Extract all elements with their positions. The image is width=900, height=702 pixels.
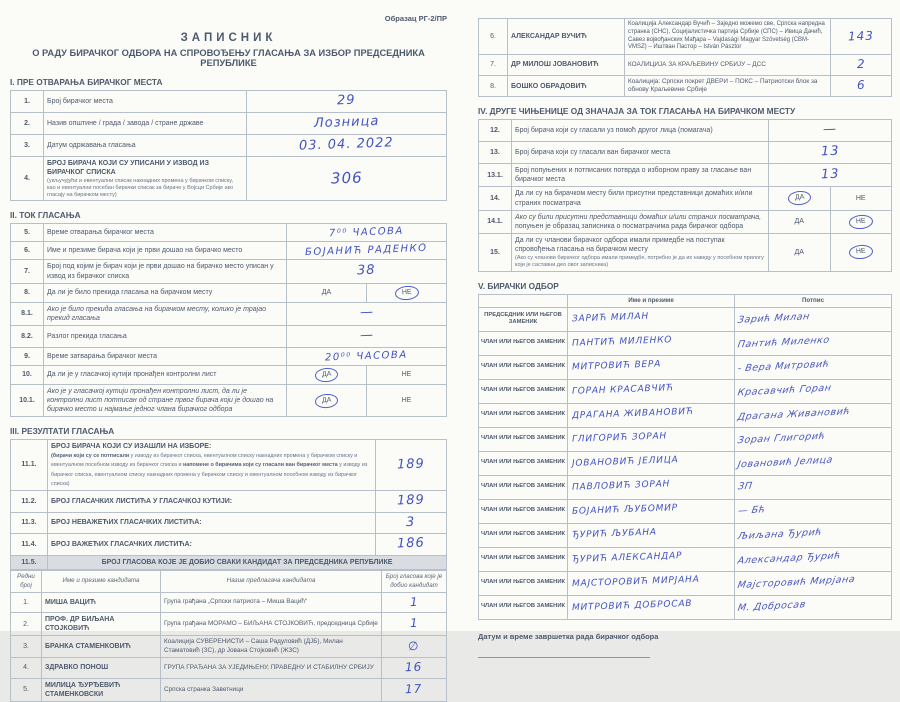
handwritten-name: ДРАГАНА ЖИВАНОВИЋ xyxy=(571,407,694,422)
member-name-cell xyxy=(568,571,735,595)
row-label xyxy=(48,440,376,490)
row-note-bold: напомене о бирачима који су гласали ван бирачког места xyxy=(183,462,338,469)
handwritten-votes: 143 xyxy=(847,28,875,44)
member-role: ЧЛАН ИЛИ ЊЕГОВ ЗАМЕНИК xyxy=(479,475,568,499)
board-member-row xyxy=(479,523,892,547)
candidate-ordinal: 2. xyxy=(11,613,42,636)
form-subtitle: О РАДУ БИРАЧКОГ ОДБОРА НА СПРОВОЂЕЊУ ГЛАСАЊА ЗА ИЗБОР ПРЕДСЕДНИКА РЕПУБЛИКЕ xyxy=(32,48,425,68)
row-label-italic: Ако су били присутни представници домаћих и/или страних посматрача, xyxy=(515,213,762,221)
row-value-cell xyxy=(376,534,447,556)
board-member-row xyxy=(479,595,892,619)
no-option-cell xyxy=(830,233,892,271)
left-page-column xyxy=(10,0,447,702)
member-role: ЧЛАН ИЛИ ЊЕГОВ ЗАМЕНИК xyxy=(479,331,568,355)
candidate-votes-cell xyxy=(382,636,447,658)
candidate-row xyxy=(11,636,447,658)
member-signature-cell xyxy=(735,547,892,571)
row-number: 6. xyxy=(11,242,44,260)
form-title: ЗАПИСНИК xyxy=(180,32,277,44)
row-value-cell xyxy=(287,242,447,260)
member-signature-cell xyxy=(735,379,892,403)
row-value-cell xyxy=(247,91,447,113)
signature: Мајсторовић Мирјана xyxy=(736,574,857,592)
row-number: 7. xyxy=(11,260,44,283)
table-row xyxy=(11,283,447,302)
row-number: 2. xyxy=(11,112,44,134)
candidate-ordinal: 5. xyxy=(11,678,42,701)
closing-datetime-label: Датум и време завршетка рада бирачког одбора xyxy=(478,631,659,641)
signature: Јовановић Јелица xyxy=(736,454,834,471)
table-row xyxy=(479,210,892,233)
row-value-cell xyxy=(287,325,447,347)
row-label: Број бирача који су гласали ван бирачког места xyxy=(512,142,769,164)
table-row xyxy=(11,325,447,347)
row-number: 5. xyxy=(11,224,44,242)
row-value-cell xyxy=(247,112,447,134)
row-number: 14.1. xyxy=(479,210,512,233)
no-option-circled: НЕ xyxy=(394,285,419,301)
member-signature-cell xyxy=(735,307,892,331)
member-role: ЧЛАН ИЛИ ЊЕГОВ ЗАМЕНИК xyxy=(479,595,568,619)
row-note-bold: (бирачи који су се потписали xyxy=(51,453,130,460)
signature: Драгана Живановић xyxy=(736,406,851,423)
table-row xyxy=(11,156,447,201)
yes-option: ДА xyxy=(794,248,804,256)
row-label: БРОЈ НЕВАЖЕЋИХ ГЛАСАЧКИХ ЛИСТИЋА: xyxy=(48,512,376,534)
votes-header-label: БРОЈ ГЛАСОВА КОЈЕ ЈЕ ДОБИО СВАКИ КАНДИДАТ ЗА ПРЕДСЕДНИКА РЕПУБЛИКЕ xyxy=(48,556,447,570)
row-label: Да ли је било прекида гласања на бирачком месту xyxy=(44,283,287,302)
signature: - Вера Митровић xyxy=(736,358,831,375)
candidate-name: АЛЕКСАНДАР ВУЧИЋ xyxy=(508,19,625,55)
member-signature-cell xyxy=(735,451,892,475)
signature: Зарић Милан xyxy=(736,311,811,326)
table-row xyxy=(479,187,892,210)
candidate-name: ЗДРАВКО ПОНОШ xyxy=(42,658,161,679)
section-2-table xyxy=(10,223,447,417)
board-member-row xyxy=(479,355,892,379)
candidate-ordinal: 6. xyxy=(479,19,508,55)
handwritten-votes: 16 xyxy=(405,659,423,675)
row-value-cell xyxy=(247,134,447,156)
handwritten-votes: 6 xyxy=(856,78,866,93)
member-signature-cell xyxy=(735,331,892,355)
row-number: 14. xyxy=(479,187,512,210)
row-label: Време отварања бирачког места xyxy=(44,224,287,242)
table-row xyxy=(11,365,447,384)
board-member-row xyxy=(479,331,892,355)
row-label: Да ли је у гласачкој кутији пронађен контролни лист xyxy=(44,365,287,384)
handwritten-votes: 2 xyxy=(856,57,866,72)
member-name-cell xyxy=(568,595,735,619)
candidate-ordinal: 7. xyxy=(479,55,508,76)
member-role: ЧЛАН ИЛИ ЊЕГОВ ЗАМЕНИК xyxy=(479,427,568,451)
handwritten-name: МИТРОВИЋ ДОБРОСАВ xyxy=(571,599,693,614)
member-signature-cell xyxy=(735,523,892,547)
member-name-cell xyxy=(568,499,735,523)
signature: М. Добросав xyxy=(736,599,807,614)
yes-option-circled: ДА xyxy=(314,393,339,409)
handwritten-dash: — xyxy=(359,305,374,321)
candidate-name: БРАНКА СТАМЕНКОВИЋ xyxy=(42,636,161,658)
candidates-table-left xyxy=(10,570,447,701)
col-header-votes: Број гласова које је добио кандидат xyxy=(382,571,447,592)
candidate-proposer: Група грађана МОРАМО – БИЉАНА СТОЈКОВИЋ, председница Србије xyxy=(161,613,382,636)
handwritten-votes: ∅ xyxy=(407,638,420,654)
yes-option-circled: ДА xyxy=(314,367,339,383)
board-member-row xyxy=(479,475,892,499)
no-option-cell xyxy=(367,384,447,416)
handwritten-value: 03. 04. 2022 xyxy=(298,135,395,154)
candidate-ordinal: 1. xyxy=(11,592,42,613)
candidate-votes-cell xyxy=(382,592,447,613)
row-number: 13. xyxy=(479,142,512,164)
handwritten-value: 306 xyxy=(330,168,363,188)
no-option-circled: НЕ xyxy=(848,244,873,260)
candidate-row xyxy=(479,55,892,76)
no-option-cell xyxy=(367,365,447,384)
row-label: Разлог прекида гласања xyxy=(44,325,287,347)
table-row xyxy=(11,112,447,134)
row-label: Име и презиме бирача који је први дошао на бирачко место xyxy=(44,242,287,260)
row-number: 11.2. xyxy=(11,490,48,512)
signature: Пантић Миленко xyxy=(736,334,831,351)
candidate-row xyxy=(11,678,447,701)
candidates-table-right xyxy=(478,18,892,97)
no-option: НЕ xyxy=(401,397,412,405)
candidate-row xyxy=(11,613,447,636)
section-3-heading: III. РЕЗУЛТАТИ ГЛАСАЊА xyxy=(10,426,115,437)
row-label xyxy=(512,210,769,233)
candidate-votes-cell xyxy=(831,75,892,97)
section-2-heading: II. ТОК ГЛАСАЊА xyxy=(10,210,81,221)
row-number: 9. xyxy=(11,347,44,365)
row-value-cell xyxy=(247,156,447,201)
section-4-table xyxy=(478,119,892,271)
candidate-row xyxy=(479,19,892,55)
handwritten-value: 38 xyxy=(356,262,376,279)
section-1-heading: I. ПРЕ ОТВАРАЊА БИРАЧКОГ МЕСТА xyxy=(10,77,163,87)
member-name-cell xyxy=(568,379,735,403)
yes-option-cell xyxy=(287,365,367,384)
section-5-heading: V. БИРАЧКИ ОДБОР xyxy=(478,280,559,291)
member-role: ЧЛАН ИЛИ ЊЕГОВ ЗАМЕНИК xyxy=(479,451,568,475)
handwritten-value: 7⁰⁰ ЧАСОВА xyxy=(328,226,405,240)
row-value-cell xyxy=(287,347,447,365)
handwritten-name: ЂУРИЋ АЛЕКСАНДАР xyxy=(571,551,683,566)
row-label-note: (Ако су чланови бирачког одбора имали примедбе, потребно је да их наведу у посебном прилогу који је саставни део овог записника) xyxy=(515,254,764,268)
row-label: Назив општине / града / завода / стране државе xyxy=(44,112,247,134)
row-number: 8.1. xyxy=(11,302,44,325)
member-signature-cell xyxy=(735,499,892,523)
row-number: 10. xyxy=(11,365,44,384)
member-name-cell xyxy=(568,307,735,331)
section-4-heading: IV. ДРУГЕ ЧИЊЕНИЦЕ ОД ЗНАЧАЈА ЗА ТОК ГЛАСАЊА НА БИРАЧКОМ МЕСТУ xyxy=(478,106,796,117)
handwritten-dash: — xyxy=(822,122,838,138)
yes-option-circled: ДА xyxy=(787,190,812,206)
row-number: 10.1. xyxy=(11,384,44,416)
board-member-row xyxy=(479,547,892,571)
row-label-main: БРОЈ БИРАЧА КОЈИ СУ УПИСАНИ У ИЗВОД ИЗ БИРАЧКОГ СПИСКА xyxy=(47,159,209,176)
row-value-cell xyxy=(769,164,892,187)
handwritten-value: БОЈАНИЋ РАДЕНКО xyxy=(305,243,428,259)
candidate-proposer: Група грађана „Српски патриота – Миша Вацић“ xyxy=(161,592,382,613)
handwritten-name: ПАВЛОВИЋ ЗОРАН xyxy=(571,479,671,494)
row-label: Број под којим је бирач који је први дошао на бирачко место уписан у извод из бирачког списка xyxy=(44,260,287,283)
candidate-ordinal: 4. xyxy=(11,658,42,679)
table-row xyxy=(11,260,447,283)
table-row xyxy=(479,142,892,164)
board-members-table xyxy=(478,294,892,620)
candidate-name: МИША ВАЦИЋ xyxy=(42,592,161,613)
section-1-table xyxy=(10,90,447,201)
row-value-cell xyxy=(287,224,447,242)
handwritten-name: ЗАРИЋ МИЛАН xyxy=(571,312,650,325)
handwritten-value: 13 xyxy=(820,144,840,160)
board-header-row xyxy=(479,294,892,307)
candidate-proposer: Коалиција Александар Вучић – Заједно можемо све, Српска напредна странка (СНС), Социјалистичка партија Србије (СПС) – Ивица Дачић, Савез војвођанских Мађара – Vajdasági Magyar Szövetség (СВМ-VMSZ) – Иштван Пастор – István Pásztor xyxy=(625,19,831,55)
yes-option-cell xyxy=(287,384,367,416)
table-row xyxy=(11,384,447,416)
member-signature-cell xyxy=(735,475,892,499)
row-label: БРОЈ ВАЖЕЋИХ ГЛАСАЧКИХ ЛИСТИЋА: xyxy=(48,534,376,556)
member-name-cell xyxy=(568,451,735,475)
member-signature-cell xyxy=(735,427,892,451)
handwritten-name: БОЈАНИЋ ЉУБОМИР xyxy=(571,503,679,518)
board-member-row xyxy=(479,451,892,475)
candidate-ordinal: 3. xyxy=(11,636,42,658)
member-role: ЧЛАН ИЛИ ЊЕГОВ ЗАМЕНИК xyxy=(479,379,568,403)
section-3-table xyxy=(10,439,447,570)
member-name-cell xyxy=(568,547,735,571)
candidate-name: БОШКО ОБРАДОВИЋ xyxy=(508,75,625,97)
handwritten-name: ПАНТИЋ МИЛЕНКО xyxy=(571,335,673,350)
row-label-rest: попуњен је образац записника о посматрачима рада бирачког одбора xyxy=(515,222,744,230)
table-row xyxy=(11,224,447,242)
candidate-ordinal: 8. xyxy=(479,75,508,97)
candidate-name: ПРОФ. ДР БИЉАНА СТОЈКОВИЋ xyxy=(42,613,161,636)
candidate-votes-cell xyxy=(382,658,447,679)
no-option: НЕ xyxy=(855,194,866,202)
no-option-cell xyxy=(830,187,892,210)
member-role: ЧЛАН ИЛИ ЊЕГОВ ЗАМЕНИК xyxy=(479,523,568,547)
member-role: ЧЛАН ИЛИ ЊЕГОВ ЗАМЕНИК xyxy=(479,547,568,571)
table-row xyxy=(11,490,447,512)
board-member-row xyxy=(479,307,892,331)
row-number: 11.4. xyxy=(11,534,48,556)
handwritten-votes: 1 xyxy=(409,594,419,609)
yes-option-cell xyxy=(287,283,367,302)
candidate-votes-cell xyxy=(831,19,892,55)
row-label-main: Да ли су чланови бирачког одбора имали примедбе на поступак спровођења гласања на бирачком месту xyxy=(515,236,725,253)
table-row xyxy=(11,242,447,260)
candidates-header-row xyxy=(11,571,447,592)
candidate-proposer: КОАЛИЦИЈА ЗА КРАЉЕВИНУ СРБИЈУ – ДСС xyxy=(625,55,831,76)
row-number: 1. xyxy=(11,91,44,113)
row-label: Ако је било прекида гласања на бирачком месту, колико је трајао прекид гласања xyxy=(44,302,287,325)
handwritten-name: ЈОВАНОВИЋ ЈЕЛИЦА xyxy=(571,455,679,470)
row-note: у изводу из бирачког списка, евентуалном списку накнадних промена у бирачком списку и евентуалном посебном изводу из бирачког списка) xyxy=(51,462,368,487)
handwritten-name: МАЈСТОРОВИЋ МИРЈАНА xyxy=(571,575,700,590)
row-number: 8.2. xyxy=(11,325,44,347)
table-row xyxy=(11,302,447,325)
handwritten-name: ГОРАН КРАСАВЧИЋ xyxy=(571,383,675,398)
table-row xyxy=(11,134,447,156)
row-number: 11.5. xyxy=(11,556,48,570)
handwritten-value: 189 xyxy=(396,492,426,509)
no-option-cell xyxy=(367,283,447,302)
row-value-cell xyxy=(376,512,447,534)
candidate-votes-cell xyxy=(382,678,447,701)
row-value-cell xyxy=(287,260,447,283)
table-row xyxy=(11,347,447,365)
handwritten-value: 20⁰⁰ ЧАСОВА xyxy=(324,349,408,364)
signature-col-header: Потпис xyxy=(735,294,892,307)
member-role: ЧЛАН ИЛИ ЊЕГОВ ЗАМЕНИК xyxy=(479,355,568,379)
member-name-cell xyxy=(568,427,735,451)
signature: — Бћ xyxy=(737,504,767,517)
col-header-candidate: Име и презиме кандидата xyxy=(42,571,161,592)
votes-header-row xyxy=(11,556,447,570)
row-value-cell xyxy=(769,120,892,142)
row-number: 11.3. xyxy=(11,512,48,534)
col-header-proposer: Назив предлагача кандидата xyxy=(161,571,382,592)
no-option-circled: НЕ xyxy=(848,214,873,230)
row-label: Ако је у гласачкој кутији пронађен контролни лист, да ли је контролни лист потписан од стране првог бирача који је дошао на бирачко место и најмање једног члана бирачког одбора xyxy=(44,384,287,416)
role-col-header xyxy=(479,294,568,307)
signature: Красавчић Горан xyxy=(736,382,833,399)
row-label: Број попуњених и потписаних потврда о изборном праву за гласање ван бирачког места xyxy=(512,164,769,187)
row-label xyxy=(512,233,769,271)
member-signature-cell xyxy=(735,595,892,619)
row-number: 4. xyxy=(11,156,44,201)
no-option-cell xyxy=(830,210,892,233)
candidate-row xyxy=(11,592,447,613)
handwritten-name: ЂУРИЋ ЉУБАНА xyxy=(571,527,657,541)
member-name-cell xyxy=(568,475,735,499)
candidate-proposer: Коалиција СУВЕРЕНИСТИ – Саша Радуловић (ДЈБ), Милан Стаматовић (ЗС), др Јована Стојковић (ЖЗС) xyxy=(161,636,382,658)
table-row xyxy=(11,534,447,556)
row-label-note: (укључујући и евентуални списак накнадних промена у бирачком списку, као и евентуални посебан бирачки списак за бираче у Војсци Србије ако гласају на бирачком месту) xyxy=(47,177,234,198)
row-value-cell xyxy=(769,142,892,164)
candidate-votes-cell xyxy=(382,613,447,636)
board-member-row xyxy=(479,571,892,595)
table-row xyxy=(479,164,892,187)
signature: Зоран Глигорић xyxy=(736,430,827,447)
candidate-proposer: Српска странка Заветници xyxy=(161,678,382,701)
member-name-cell xyxy=(568,355,735,379)
right-page-column xyxy=(478,0,892,658)
member-signature-cell xyxy=(735,403,892,427)
yes-option-cell xyxy=(769,187,831,210)
candidate-proposer: ГРУПА ГРАЂАНА ЗА УЈЕДИЊЕНУ, ПРАВЕДНУ И СТАБИЛНУ СРБИЈУ xyxy=(161,658,382,679)
signature: Александар Ђурић xyxy=(736,550,842,567)
candidate-row xyxy=(11,658,447,679)
name-col-header: Име и презиме xyxy=(568,294,735,307)
handwritten-dash: — xyxy=(359,327,374,344)
member-name-cell xyxy=(568,403,735,427)
row-label: Време затварања бирачког места xyxy=(44,347,287,365)
row-label-main: БРОЈ БИРАЧА КОЈИ СУ ИЗАШЛИ НА ИЗБОРЕ: xyxy=(51,443,212,451)
handwritten-value: 13 xyxy=(820,166,840,183)
handwritten-value: Лозница xyxy=(313,113,380,132)
col-header-ordinal: Редни број xyxy=(11,571,42,592)
yes-option: ДА xyxy=(321,289,332,297)
yes-option-cell xyxy=(769,210,831,233)
table-row xyxy=(11,512,447,534)
board-member-row xyxy=(479,499,892,523)
member-role: ЧЛАН ИЛИ ЊЕГОВ ЗАМЕНИК xyxy=(479,403,568,427)
row-label: Број бирачког места xyxy=(44,91,247,113)
row-value-cell xyxy=(376,440,447,490)
row-number: 11.1. xyxy=(11,440,48,490)
closing-datetime-blank-line xyxy=(478,641,650,658)
handwritten-value: 186 xyxy=(396,535,426,552)
row-number: 13.1. xyxy=(479,164,512,187)
no-option: НЕ xyxy=(401,371,412,379)
candidate-proposer: Коалиција: Српски покрет ДВЕРИ – ПОКС – Патриотски блок за обнову Краљевине Србије xyxy=(625,75,831,97)
table-row xyxy=(479,233,892,271)
row-label: Број бирача који су гласали уз помоћ другог лица (помагача) xyxy=(512,120,769,142)
row-value-cell xyxy=(287,302,447,325)
row-number: 12. xyxy=(479,120,512,142)
row-note: у изводу из бирачког списка, евентуалном списку накнадних промена у бирачком списку и евентуалном посебном изводу из бирачког списка и xyxy=(51,453,358,469)
handwritten-value: 3 xyxy=(406,514,416,530)
row-number: 8. xyxy=(11,283,44,302)
member-name-cell xyxy=(568,331,735,355)
member-role: ПРЕДСЕДНИК ИЛИ ЊЕГОВ ЗАМЕНИК xyxy=(479,307,568,331)
handwritten-votes: 1 xyxy=(409,616,419,631)
row-label: Датум одржавања гласања xyxy=(44,134,247,156)
member-role: ЧЛАН ИЛИ ЊЕГОВ ЗАМЕНИК xyxy=(479,571,568,595)
board-member-row xyxy=(479,379,892,403)
table-row xyxy=(479,120,892,142)
row-number: 15. xyxy=(479,233,512,271)
handwritten-votes: 17 xyxy=(405,681,423,697)
yes-option-cell xyxy=(769,233,831,271)
member-signature-cell xyxy=(735,355,892,379)
candidate-name: МИЛИЦА ЂУРЂЕВИЋ СТАМЕНКОВСКИ xyxy=(42,678,161,701)
signature: Љиљана Ђурић xyxy=(736,526,823,543)
row-label xyxy=(44,156,247,201)
candidate-row xyxy=(479,75,892,97)
handwritten-value: 29 xyxy=(336,92,356,109)
table-row xyxy=(11,91,447,113)
form-code: Образац РГ-2/ПР xyxy=(384,14,447,23)
candidate-name: ДР МИЛОШ ЈОВАНОВИЋ xyxy=(508,55,625,76)
yes-option: ДА xyxy=(794,218,804,226)
member-role: ЧЛАН ИЛИ ЊЕГОВ ЗАМЕНИК xyxy=(479,499,568,523)
member-signature-cell xyxy=(735,571,892,595)
row-value-cell xyxy=(376,490,447,512)
row-label: БРОЈ ГЛАСАЧКИХ ЛИСТИЋА У ГЛАСАЧКОЈ КУТИЈИ: xyxy=(48,490,376,512)
member-name-cell xyxy=(568,523,735,547)
row-label: Да ли су на бирачком месту били присутни представници домаћих и/или страних посматрача xyxy=(512,187,769,210)
table-row xyxy=(11,440,447,490)
row-number: 3. xyxy=(11,134,44,156)
board-member-row xyxy=(479,403,892,427)
handwritten-name: ГЛИГОРИЋ ЗОРАН xyxy=(571,431,668,446)
handwritten-name: МИТРОВИЋ ВЕРА xyxy=(571,359,662,373)
handwritten-value: 189 xyxy=(396,456,426,472)
signature: ЗП xyxy=(737,480,754,493)
candidate-votes-cell xyxy=(831,55,892,76)
board-member-row xyxy=(479,427,892,451)
